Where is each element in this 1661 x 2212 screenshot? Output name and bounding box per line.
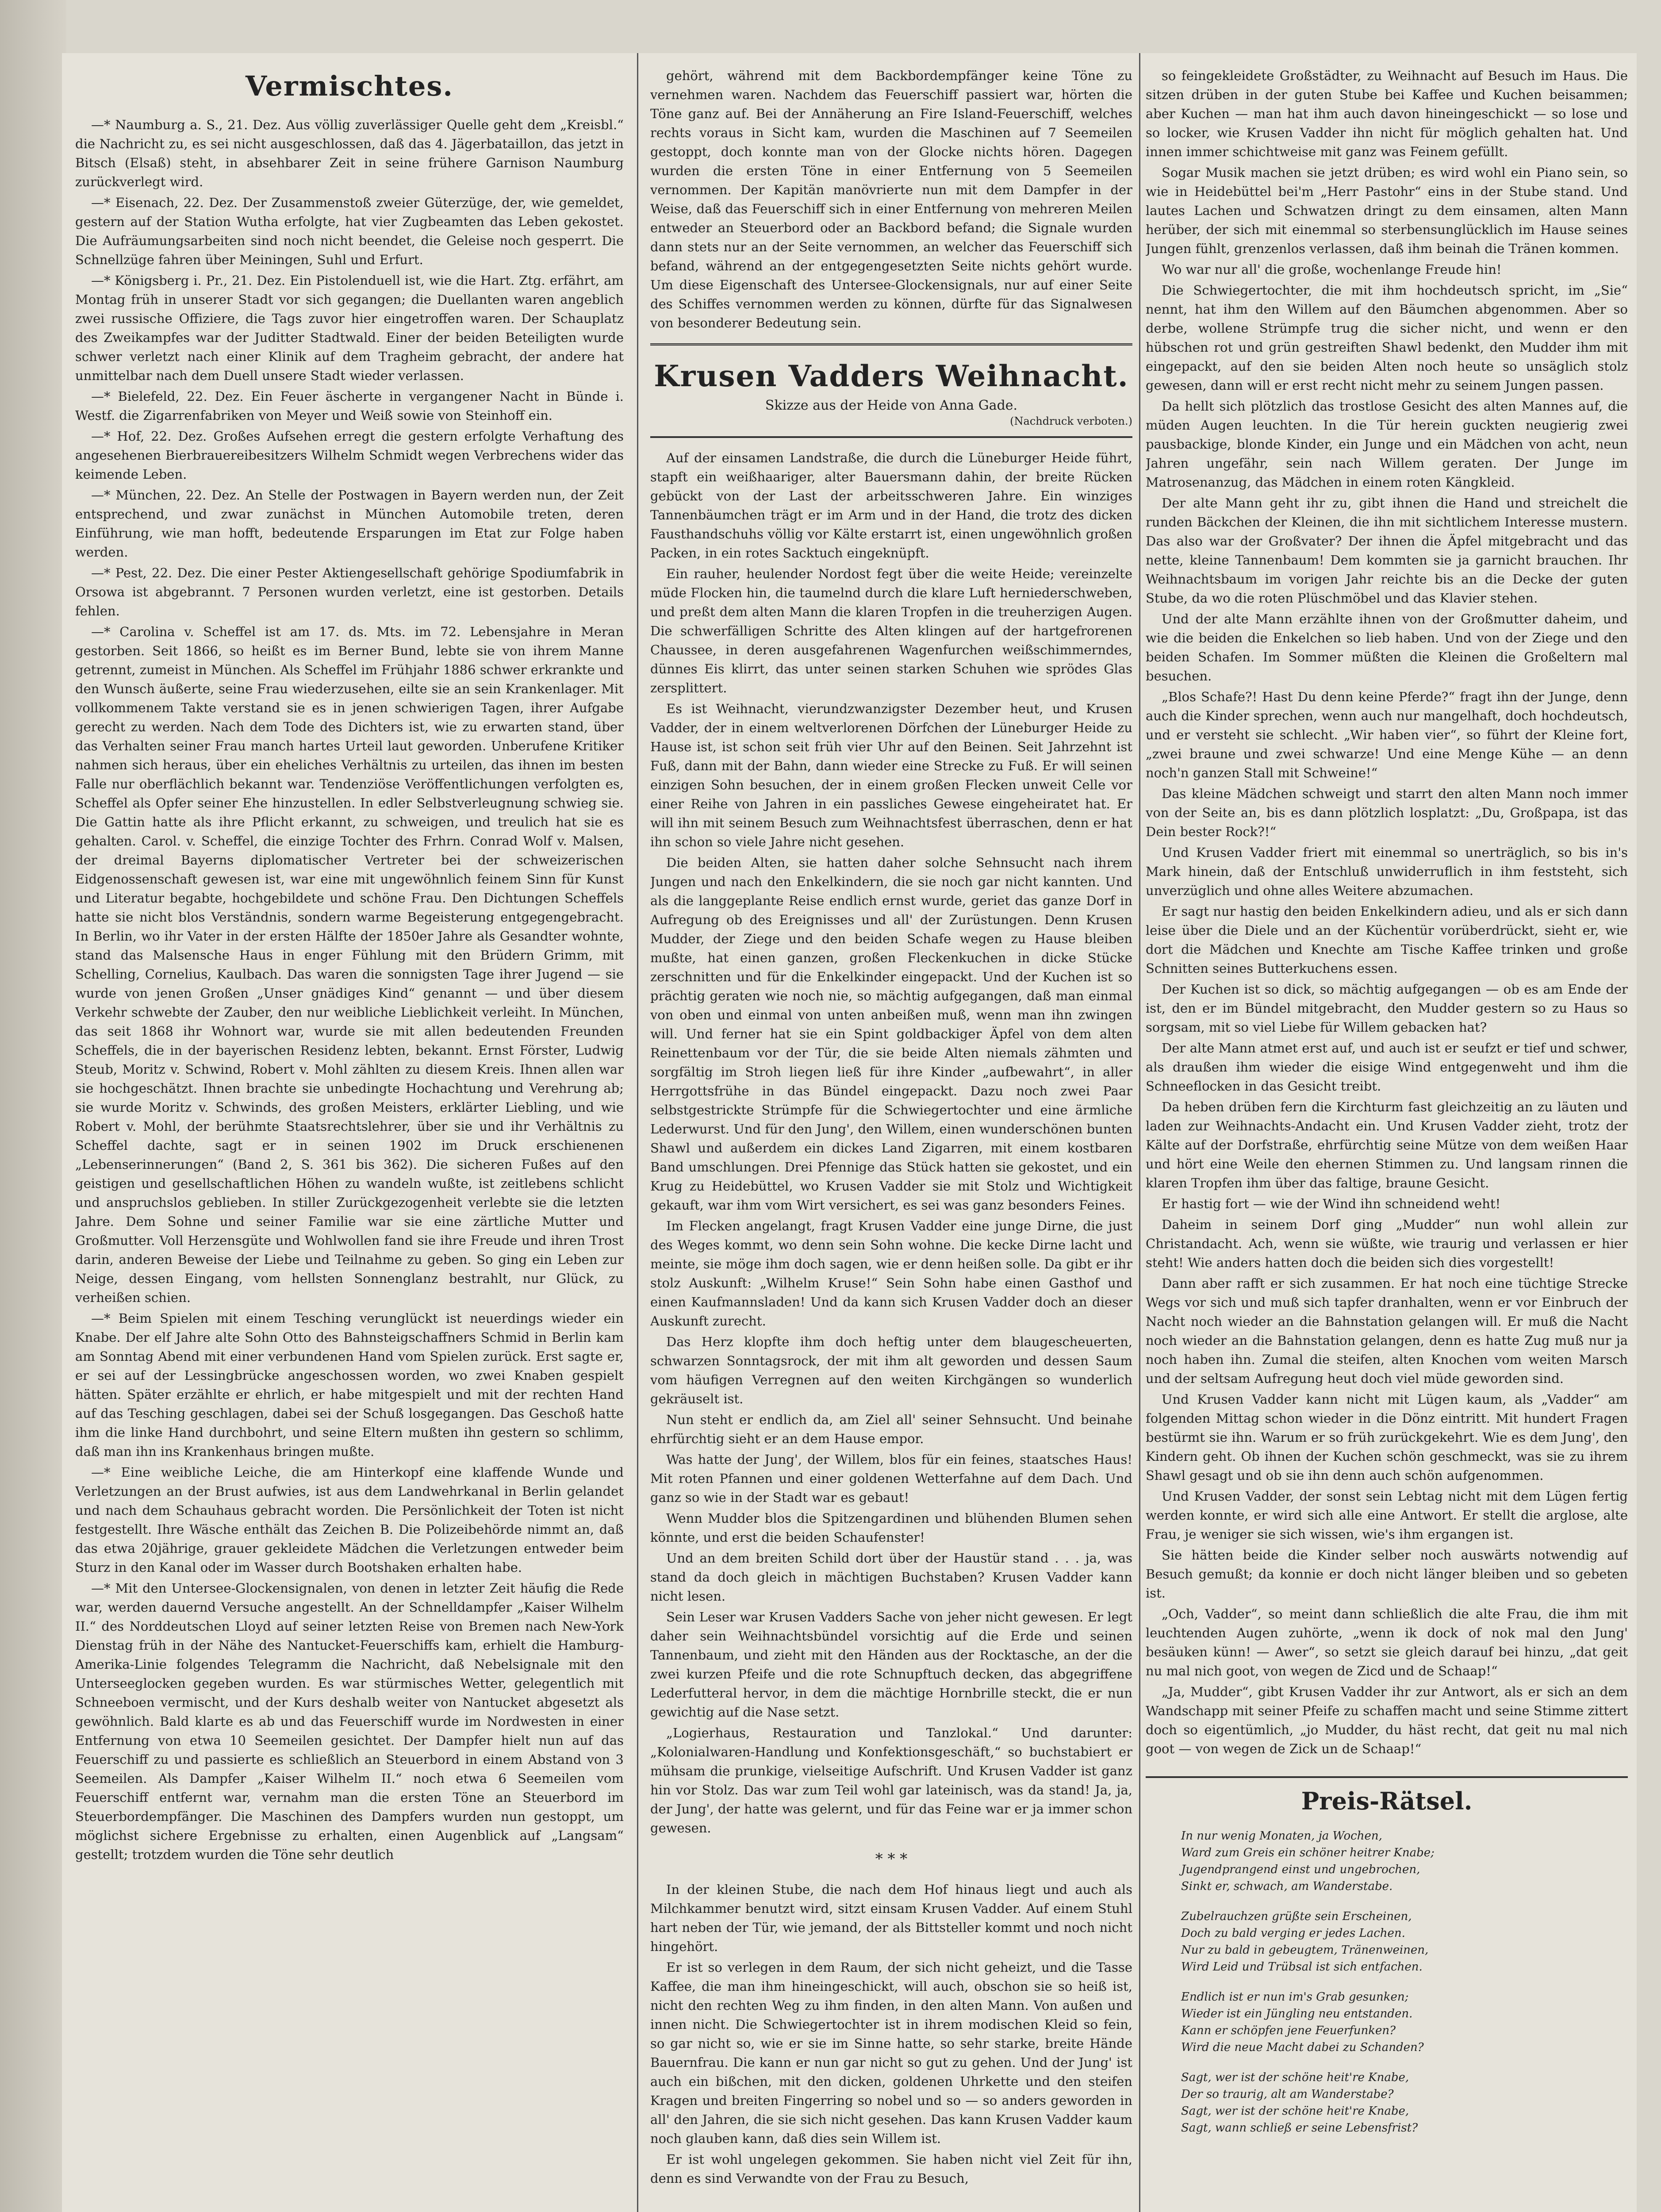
- puzzle-line: Nur zu bald in gebeugtem, Tränenweinen,: [1181, 1943, 1429, 1957]
- story-paragraph: In der kleinen Stube, die nach dem Hof hinaus liegt und auch als Milchkammer benutzt wird, sitzt einsam Krusen Vadder. Auf einem Stuhl hart neben der Tür, wie jemand, der als Bittsteller kommt und noch nicht hingehört.: [650, 1882, 1132, 1954]
- puzzle-line: Ward zum Greis ein schöner heitrer Knabe;: [1181, 1846, 1435, 1859]
- news-item: —* Königsberg i. Pr., 21. Dez. Ein Pistolenduell ist, wie die Hart. Ztg. erfährt, am Montag früh in unserer Stadt vor sich gegangen; die Duellanten waren angeblich zwei russische Offiziere, die Tags zuvor hier eingetroffen waren. Der Schauplatz des Zweikampfes war der Juditter Stadtwald. Einer der beiden Beteiligten wurde schwer verletzt nach einer Klinik auf dem Tragheim gebracht, der andere hat unmittelbar nach dem Duell unsere Stadt wieder verlassen.: [75, 273, 624, 383]
- puzzle-line: Endlich ist er nun im's Grab gesunken;: [1181, 1990, 1409, 2004]
- story-paragraph: „Blos Schafe?! Hast Du denn keine Pferde?“ fragt ihn der Junge, denn auch die Kinder sprechen, wenn auch nur mangelhaft, doch hochdeutsch, und er versteht sie schlecht. „Wir haben vier“, so führt der Kleine fort, „zwei braune und zwei schwarze! Und eine Menge Kühe — an denn noch'n ganzen Stall mit Schweine!“: [1146, 689, 1628, 780]
- story-paragraph: Und Krusen Vadder, der sonst sein Lebtag nicht mit dem Lügen fertig werden konnte, er wird sich alle eine Antwort. Er stellt die arglose, alte Frau, je weniger sie sich wissen, wie's ihm ergangen ist.: [1146, 1489, 1628, 1542]
- puzzle-line: Wieder ist ein Jüngling neu entstanden.: [1181, 2007, 1413, 2020]
- news-item: —* Hof, 22. Dez. Großes Aufsehen erregt die gestern erfolgte Verhaftung des angesehenen Bierbrauereibesitzers Wilhelm Schmidt wegen Verbrechens wider das keimende Leben.: [75, 429, 624, 482]
- puzzle-line: Der so traurig, alt am Wanderstabe?: [1181, 2088, 1394, 2101]
- story-paragraph: „Ja, Mudder“, gibt Krusen Vadder ihr zur Antwort, als er sich an dem Wandschapp mit seiner Pfeife zu schaffen macht und seine Stimme zittert doch so eigentümlich, „jo Mudder, du häst recht, dat geit nu mal nich goot — von wegen de Zick un de Schaap!“: [1146, 1684, 1628, 1756]
- story-paragraph: Er ist wohl ungelegen gekommen. Sie haben nicht viel Zeit für ihn, denn es sind Verwandte von der Frau zu Besuch,: [650, 2152, 1132, 2186]
- column-vermischtes: [75, 66, 624, 2212]
- section-title: Vermischtes.: [246, 70, 453, 102]
- puzzle-stanza: [1181, 1989, 1628, 2056]
- puzzle-line: Kann er schöpfen jene Feuerfunken?: [1181, 2024, 1396, 2037]
- puzzle-line: Doch zu bald verging er jedes Lachen.: [1181, 1927, 1405, 1940]
- story-paragraph: Die Schwiegertochter, die mit ihm hochdeutsch spricht, im „Sie“ nennt, hat ihm den Willem auf den Bäumchen abgenommen. Aber so derbe, wollene Strümpfe trug die sicher nicht, und wenn er den hübschen rot und grün gestreiften Shawl bedenkt, den Mudder ihm mit eingepackt, auf den sie beiden Alten noch heute so unsäglich stolz gewesen, dann will er erst recht nicht mehr zu seinem Jungen passen.: [1146, 283, 1628, 393]
- story-paragraph: Der alte Mann atmet erst auf, und auch ist er seufzt er tief und schwer, als draußen ihm wieder die eisige Wind entgegenweht und ihm die Schneeflocken in das Gesicht treibt.: [1146, 1041, 1628, 1094]
- story-paragraph: Der alte Mann geht ihr zu, gibt ihnen die Hand und streichelt die runden Bäckchen der Kleinen, die ihn mit sichtlichem Interesse mustern. Das also war der Großvater? Der ihnen die Äpfel mitgebracht und das nette, kleine Tannenbaum! Dem kommten sie ja garnicht brauchen. Ihr Weihnachtsbaum im vorigen Jahr reichte bis an die Decke der guten Stube, da wo die roten Plüschmöbel und das Klavier stehen.: [1146, 495, 1628, 606]
- story-paragraph: Er ist so verlegen in dem Raum, der sich nicht geheizt, und die Tasse Kaffee, die man ihm hineingeschickt, will auch, obschon sie so heiß ist, nicht den rechten Weg zu ihm finden, in den alten Mann. Von außen und innen nicht. Die Schwiegertochter ist in ihrem modischen Kleid so fein, so gar nicht so, wie er sie im Sinne hatte, so sehr starke, breite Hände Bauernfrau. Die kann er nun gar nicht so gut zu gehen. Und der Jung' ist auch ein bißchen, mit den dicken, goldenen Uhrkette und den steifen Kragen und breiten Fingerring so nobel und so — so anders geworden in all' den Jahren, die sie sich nicht gesehen. Das kann Krusen Vadder kaum noch glauben kann, daß dies sein Willem ist.: [650, 1960, 1132, 2146]
- story-paragraph: so feingekleidete Großstädter, zu Weihnacht auf Besuch im Haus. Die sitzen drüben in der guten Stube bei Kaffee und Kuchen beisammen; aber Kuchen — man hat ihm auch davon hineingeschickt — so lose und so locker, wie Krusen Vadder ihn nicht für möglich gehalten hat. Und innen immer schichtweise mit ganz was Feinem gefüllt.: [1146, 68, 1628, 159]
- puzzle-line: Sagt, wann schließ er seine Lebensfrist?: [1181, 2121, 1418, 2135]
- section-divider-stars: * * *: [875, 1850, 908, 1868]
- story-paragraph: Sein Leser war Krusen Vadders Sache von jeher nicht gewesen. Er legt daher sein Weihnachtsbündel vorsichtig auf die Erde und seinen Tannenbaum, und zieht mit den Händen aus der Rocktasche, an der die zwei kurzen Pfeife und die rote Schnupftuch decken, das abgegriffene Lederfutteral hervor, in dem die mächtige Hornbrille steckt, die er nun gewichtig auf die Nase setzt.: [650, 1609, 1132, 1720]
- puzzle-line: Jugendprangend einst und ungebrochen,: [1181, 1863, 1420, 1876]
- story-paragraph: Nun steht er endlich da, am Ziel all' seiner Sehnsucht. Und beinahe ehrfürchtig sieht er an dem Hause empor.: [650, 1412, 1132, 1446]
- story-paragraph: Was hatte der Jung', der Willem, blos für ein feines, staatsches Haus! Mit roten Pfannen und einer goldenen Wetterfahne auf dem Dach. Und ganz so wie in der Stadt war es gebaut!: [650, 1452, 1132, 1505]
- news-item: —* Bielefeld, 22. Dez. Ein Feuer äscherte in vergangener Nacht in Bünde i. Westf. die Zigarrenfabriken von Meyer und Weiß sowie von Steinhoff ein.: [75, 389, 624, 423]
- reprint-note: (Nachdruck verboten.): [1010, 415, 1132, 427]
- story-paragraph: Sogar Musik machen sie jetzt drüben; es wird wohl ein Piano sein, so wie in Heidebüttel bei'm „Herr Pastohr“ eins in der Stube stand. Und lautes Lachen und Schwatzen dringt zu dem einsamen, alten Mann herüber, der sich mit einemmal so sterbensunglücklich im Hause seines Jungen fühlt, grenzenlos verlassen, daß ihm beinah die Tränen kommen.: [1146, 165, 1628, 256]
- puzzle-line: Wird Leid und Trübsal ist sich entfachen.: [1181, 1960, 1423, 1974]
- story-paragraph: Und der alte Mann erzählte ihnen von der Großmutter daheim, und wie die beiden die Enkelchen so lieb haben. Und von der Ziege und den beiden Schafen. Im Sommer müßten die Kleinen die Großeltern mal besuchen.: [1146, 611, 1628, 684]
- story-paragraph: Da heben drüben fern die Kirchturm fast gleichzeitig an zu läuten und laden zur Weihnachts-Andacht ein. Und Krusen Vadder zieht, trotz der Kälte auf der Dorfstraße, ehrfürchtig seine Mütze von dem weißen Haar und hört eine Weile den ehernen Stimmen zu. Und langsam rinnen die klaren Tropfen ihm über das faltige, braune Gesicht.: [1146, 1099, 1628, 1190]
- news-item: —* Eisenach, 22. Dez. Der Zusammenstoß zweier Güterzüge, der, wie gemeldet, gestern auf der Station Wutha erfolgte, hat vier Zugbeamten das Leben gekostet. Die Aufräumungsarbeiten sind noch nicht beendet, die Geleise noch gesperrt. Die Schnellzüge fahren über Meiningen, Suhl und Erfurt.: [75, 195, 624, 267]
- puzzle-line: Sagt, wer ist der schöne heit're Knabe,: [1181, 2104, 1409, 2118]
- column-rule-2: [1139, 53, 1140, 2212]
- story-paragraph: Sie hätten beide die Kinder selber noch auswärts notwendig auf Besuch gemußt; da konnie er doch nicht länger bleiben und so gebeten ist.: [1146, 1548, 1628, 1601]
- story-header: [650, 343, 1132, 438]
- puzzle-line: Sagt, wer ist der schöne heit're Knabe,: [1181, 2071, 1409, 2084]
- news-item: —* Mit den Untersee-Glockensignalen, von denen in letzter Zeit häufig die Rede war, werden dauernd Versuche angestellt. An der Schnelldampfer „Kaiser Wilhelm II.“ des Norddeutschen Lloyd auf seiner letzten Reise von Bremen nach New-York Dienstag früh in der Nähe des Nantucket-Feuerschiffs kam, erhielt die Hamburg-Amerika-Linie folgendes Telegramm die Nachricht, daß Nebelsignale mit den Unterseeglocken gegeben wurden. Es war stürmisches Wetter, gelegentlich mit Schneeboen vermischt, und der Kurs deshalb weiter von Nantucket abgesetzt als gewöhnlich. Bald klarte es ab und das Feuerschiff wurde im Nordwesten in einer Entfernung von etwa 10 Seemeilen gesichtet. Der Dampfer hielt nun auf das Feuerschiff zu und passierte es schließlich an Steuerbord in einem Abstand von 3 Seemeilen. Als Dampfer „Kaiser Wilhelm II.“ noch etwa 6 Seemeilen vom Feuerschiff entfernt war, vernahm man die ersten Töne an Steuerbord im Steuerbordempfänger. Die Maschinen des Dampfers wurden nun gestoppt, um möglichst sichere Ergebnisse zu erhalten, einen Augenblick auf „Langsam“ gestellt; trotzdem wurden die Töne sehr deutlich: [75, 1581, 624, 1862]
- story-subtitle: Skizze aus der Heide von Anna Gade.: [765, 398, 1018, 413]
- story-paragraph: Ein rauher, heulender Nordost fegt über die weite Heide; vereinzelte müde Flocken hin, die taumelnd durch die klare Luft herniederschweben, und preßt dem alten Mann die klaren Tropfen in die treuherzigen Augen. Die schwerfälligen Schritte des Alten klingen auf der hartgefrorenen Chaussee, in deren ausgefahrenen Wagenfurchen weißschimmerndes, dünnes Eis klirrt, das unter seinen starken Schuhen wie sprödes Glas zersplittert.: [650, 566, 1132, 695]
- story-paragraph: Daheim in seinem Dorf ging „Mudder“ nun wohl allein zur Christandacht. Ach, wenn sie wüßte, wie traurig und verlassen er hier steht! Wie anders hatten doch die beiden sich dies vorgestellt!: [1146, 1217, 1628, 1270]
- story-paragraph: Es ist Weihnacht, vierundzwanzigster Dezember heut, und Krusen Vadder, der in einem weltverlorenen Dörfchen der Lüneburger Heide zu Hause ist, ist schon seit früh vier Uhr auf den Beinen. Seit Jahrzehnt ist Fuß, dann mit der Bahn, dann wieder eine Strecke zu Fuß. Er will seinen einzigen Sohn besuchen, der in einem großen Flecken unweit Celle vor einer Reihe von Jahren in ein passliches Gewese eingeheiratet hat. Er will ihn mit seinem Besuch zum Weihnachtsfest überraschen, denn er hat ihn schon so viele Jahre nicht gesehen.: [650, 701, 1132, 849]
- story-paragraph: Er hastig fort — wie der Wind ihn schneidend weht!: [1162, 1196, 1501, 1211]
- page-edge: [0, 0, 66, 2212]
- news-item: —* Carolina v. Scheffel ist am 17. ds. Mts. im 72. Lebensjahre in Meran gestorben. Seit 1866, so heißt es im Berner Bund, lebte sie von ihrem Manne getrennt, zumeist in München. Als Scheffel im Frühjahr 1886 schwer erkrankte und den Wunsch äußerte, seine Frau wiederzusehen, eilte sie an sein Krankenlager. Mit vollkommenem Takte verstand sie es in jenen schwierigen Tagen, ihrer Aufgabe gerecht zu werden. Nach dem Tode des Dichters ist, wie zu erwarten stand, über das Verhalten seiner Frau manch hartes Urteil laut geworden. Unberufene Kritiker nahmen sich heraus, über ein eheliches Verhältnis zu urteilen, das ihnen im besten Falle nur oberflächlich bekannt war. Tendenziöse Veröffentlichungen verfolgten es, Scheffel als Opfer seiner Ehe hinzustellen. In edler Selbstverleugnung schwieg sie. Die Gattin hatte als ihre Pflicht erkannt, zu schweigen, und treulich hat sie es gehalten. Carol. v. Scheffel, die einzige Tochter des Frhrn. Conrad Wolf v. Malsen, der dreimal Bayerns diplomatischer Vertreter bei der schweizerischen Eidgenossenschaft gewesen ist, war eine mit ungewöhnlich feinem Sinn für Kunst und Literatur begabte, hochgebildete und schöne Frau. Den Dichtungen Scheffels hatte sie nicht blos Verständnis, sondern warme Begeisterung entgegengebracht. In Berlin, wo ihr Vater in der ersten Hälfte der 1850er Jahre als Gesandter wohnte, stand das Malsensche Haus in enger Fühlung mit den Brüdern Grimm, mit Schelling, Cornelius, Kaulbach. Das waren die sonnigsten Tage ihrer Jugend — sie wurde von jenen Großen „Unser gnädiges Kind“ genannt — und über diesem Verkehr schwebte der Zauber, den nur weibliche Lieblichkeit verleiht. In München, das seit 1868 ihr Wohnort war, wurde sie mit allen bedeutenden Freunden Scheffels, die in der bayerischen Residenz lebten, bekannt. Ernst Förster, Ludwig Steub, Moritz v. Schwind, Robert v. Mohl zählten zu diesem Kreis. Ihnen allen war sie hochgeschätzt. Ihnen brachte sie unbedingte Hochachtung und Verehrung ab; sie wurde Moritz v. Schwinds, des großen Meisters, erklärter Liebling, und wie Robert v. Mohl, der berühmte Staatsrechtslehrer, über sie und ihr Verhältnis zu Scheffel dachte, sagt er in seinen 1902 im Druck erschienenen „Lebenserinnerungen“ (Band 2, S. 361 bis 362). Die sicheren Fußes auf den geistigen und gesellschaftlichen Höhen zu wandeln wußte, ist zeitlebens schlicht und anspruchslos geblieben. In stiller Zurückgezogenheit verlebte sie die letzten Jahre. Dem Sohne und seiner Familie war sie eine zärtliche Mutter und Großmutter. Voll Herzensgüte und Wohlwollen fand sie ihre Freude und ihren Trost darin, anderen Beweise der Liebe und Teilnahme zu geben. So ging ein Leben zur Neige, dessen Eingang, vom hellsten Sonnenglanz bestrahlt, nur Glück, zu verheißen schien.: [75, 624, 624, 1305]
- story-paragraph: Das kleine Mädchen schweigt und starrt den alten Mann noch immer von der Seite an, bis es dann plötzlich losplatzt: „Du, Großpapa, ist das Dein bester Rock?!“: [1146, 786, 1628, 839]
- story-paragraph: Dann aber rafft er sich zusammen. Er hat noch eine tüchtige Strecke Wegs vor sich und muß sich tapfer dranhalten, wenn er vor Einbruch der Nacht noch wieder an die Bahnstation gelangen will. Er muß die Nacht noch wieder an die Bahnstation gelangen, denn es hatte Zug muß nur ja noch haben ihn. Zumal die steifen, alten Knochen vom weiten Marsch und der seltsam Aufregung heut doch viel müde geworden sind.: [1146, 1276, 1628, 1386]
- puzzle-line: Sinkt er, schwach, am Wanderstabe.: [1181, 1880, 1393, 1893]
- column-story-continued: [1146, 66, 1628, 2212]
- column-rule-1: [637, 53, 638, 2212]
- story-paragraph: Das Herz klopfte ihm doch heftig unter dem blaugescheuerten, schwarzen Sonntagsrock, der mit ihm alt geworden und dessen Saum vom häufigen Verregnen auf den weiten Kirchgängen so wunderlich gekräuselt ist.: [650, 1334, 1132, 1406]
- puzzle-title: Preis-Rätsel.: [1301, 1787, 1473, 1815]
- news-item: —* München, 22. Dez. An Stelle der Postwagen in Bayern werden nun, der Zeit entsprechend, und zwar zunächst in München Automobile treten, deren Einführung, wie man hofft, bedeutende Ersparungen im Etat zur Folge haben werden.: [75, 488, 624, 560]
- story-paragraph: Auf der einsamen Landstraße, die durch die Lüneburger Heide führt, stapft ein weißhaariger, alter Bauersmann dahin, der breite Rücken gebückt von der Last der arbeitsschweren Jahre. Ein winziges Tannenbäumchen trägt er im Arm und in der Hand, die trotz des dicken Fausthandschuhs völlig vor Kälte erstarrt ist, einen ungewöhnlich großen Packen, in ein rotes Sacktuch eingeknüpft.: [650, 450, 1132, 561]
- puzzle-line: In nur wenig Monaten, ja Wochen,: [1181, 1829, 1382, 1843]
- puzzle-stanza: [1181, 1828, 1628, 1895]
- story-paragraph: Er sagt nur hastig den beiden Enkelkindern adieu, und als er sich dann leise über die Diele und an der Küchentür vorüberdrückt, sieht er, wie dort die Mädchen und Knechte am Tische Kaffee trinken und große Schnitten seines Butterkuchens essen.: [1146, 904, 1628, 976]
- puzzle-stanza: [1181, 2069, 1628, 2136]
- prize-puzzle: [1146, 1776, 1628, 2136]
- puzzle-line: Zubelrauchzen grüßte sein Erscheinen,: [1181, 1910, 1412, 1923]
- news-item: —* Naumburg a. S., 21. Dez. Aus völlig zuverlässiger Quelle geht dem „Kreisbl.“ die Nachricht zu, es sei nicht ausgeschlossen, daß das 4. Jägerbataillon, das jetzt in Bitsch (Elsaß) steht, in absehbarer Zeit in seine frühere Garnison Naumburg zurückverlegt wird.: [75, 117, 624, 189]
- news-item-continuation: gehört, während mit dem Backbordempfänger keine Töne zu vernehmen waren. Nachdem das Feuerschiff passiert war, hörten die Töne ganz auf. Bei der Annäherung an Fire Island-Feuerschiff, welches rechts voraus in Sicht kam, wurden die Maschinen auf 7 Seemeilen gestoppt, doch konnte man von der Glocke nichts hören. Dagegen wurden die ersten Töne in einer Entfernung von 5 Seemeilen vernommen. Der Kapitän manövrierte nun mit dem Dampfer in der Weise, daß das Feuerschiff sich in einer Entfernung von mehreren Meilen entweder an Steuerbord oder an Backbord befand; die Signale wurden dann stets nur an der Seite vernommen, an welcher das Feuerschiff sich befand, während an der entgegengesetzten Seite nichts gehört wurde. Um diese Eigenschaft des Untersee-Glockensignals, nur auf einer Seite des Schiffes vernommen werden zu können, dürfte für das Signalwesen von besonderer Bedeutung sein.: [650, 68, 1132, 330]
- story-title: Krusen Vadders Weihnacht.: [654, 359, 1129, 393]
- story-paragraph: „Logierhaus, Restauration und Tanzlokal.“ Und darunter: „Kolonialwaren-Handlung und Konfektionsgeschäft,“ so buchstabiert er mühsam die prunkige, vielseitige Aufschrift. Und Krusen Vadder ist ganz hin vor Stolz. Das war zum Teil wohl gar lateinisch, was da stand! Ja, ja, der Jung', der hatte was gelernt, und für das Feine war er ja immer schon gewesen.: [650, 1725, 1132, 1836]
- news-item: —* Eine weibliche Leiche, die am Hinterkopf eine klaffende Wunde und Verletzungen an der Brust aufwies, ist aus dem Landwehrkanal in Berlin gelandet und nach dem Schauhaus gebracht worden. Die Persönlichkeit der Toten ist nicht festgestellt. Ihre Wäsche enthält das Zeichen B. Die Polizeibehörde nimmt an, daß das etwa 20jährige, grauer gekleidete Mädchen die Verletzungen entweder beim Sturz in den Kanal oder im Wasser durch Bootshaken erhalten habe.: [75, 1465, 624, 1575]
- news-item: —* Beim Spielen mit einem Tesching verunglückt ist neuerdings wieder ein Knabe. Der elf Jahre alte Sohn Otto des Bahnsteigschaffners Schmid in Berlin kam am Sonntag Abend mit einer verbundenen Hand vom Spielen zurück. Erst sagte er, er sei auf der Lessingbrücke angeschossen worden, wo zwei Knaben gespielt hätten. Später erzählte er ehrlich, er habe mitgespielt und mit der rechten Hand auf das Tesching geschlagen, dabei sei der Schuß losgegangen. Das Geschoß hatte ihm die linke Hand durchbohrt, und seine Eltern mußten ihn gestern so schlimm, daß man ihn ins Krankenhaus bringen mußte.: [75, 1311, 624, 1459]
- story-paragraph: Und an dem breiten Schild dort über der Haustür stand . . . ja, was stand da doch gleich in mächtigen Buchstaben? Krusen Vadder kann nicht lesen.: [650, 1551, 1132, 1604]
- story-paragraph: Wo war nur all' die große, wochenlange Freude hin!: [1162, 262, 1502, 277]
- story-paragraph: Der Kuchen ist so dick, so mächtig aufgegangen — ob es am Ende der ist, den er im Bündel mitgebracht, den Mudder gestern so zu Haus so sorgsam, mit so viel Liebe für Willem gebacken hat?: [1146, 982, 1628, 1035]
- news-item: —* Pest, 22. Dez. Die einer Pester Aktiengesellschaft gehörige Spodiumfabrik in Orsowa ist abgebrannt. 7 Personen wurden verletzt, eine ist gestorben. Details fehlen.: [75, 565, 624, 618]
- story-paragraph: Und Krusen Vadder kann nicht mit Lügen kaum, als „Vadder“ am folgenden Mittag schon wieder in die Dönz eintritt. Mit hundert Fragen bestürmt sie ihn. Warum er so früh zurückgekehrt. Wie es dem Jung', den Kindern geht. Ob ihnen der Kuchen schön geschmeckt, was sie zu ihrem Shawl gesagt und ob sie ihn denn auch schön aufgenommen.: [1146, 1392, 1628, 1483]
- story-paragraph: Die beiden Alten, sie hatten daher solche Sehnsucht nach ihrem Jungen und nach den Enkelkindern, die sie noch gar nicht kannten. Und als die langgeplante Reise endlich ernst wurde, geriet das ganze Dorf in Aufregung ob des Ereignisses und all' der Zurüstungen. Denn Krusen Mudder, der Ziege und den beiden Schafe wegen zu Hause bleiben mußte, hat einen ganzen, großen Fleckenkuchen in dicke Stücke zerschnitten und für die Enkelkinder eingepackt. Und der Kuchen ist so prächtig geraten wie noch nie, so mächtig aufgegangen, daß man einmal von oben und einmal von unten anbeißen muß, wenn man ihn zwingen will. Und ferner hat sie ein Spint goldbackiger Äpfel von dem alten Reinettenbaum vor der Tür, die sie beide Alten niemals zähmten und sorgfältig im Stroh liegen ließ für ihre Kinder „aufbewahrt“, in aller Herrgottsfrühe in das Bündel eingepackt. Dazu noch zwei Paar selbstgestrickte Strümpfe für die Schwiegertochter und eine ärmliche Lederwurst. Und für den Jung', den Willem, einen wunderschönen bunten Shawl und außerdem ein dickes Land Zigarren, mit einem kostbaren Band umschlungen. Drei Pfennige das Stück hatten sie gekostet, und ein Krug zu Heidebüttel, wo Krusen Vadder sie mit Stolz und Wichtigkeit gekauft, war ihm vom Wirt versichert, es sei was ganz besonders Feines.: [650, 855, 1132, 1213]
- story-paragraph: Da hellt sich plötzlich das trostlose Gesicht des alten Mannes auf, die müden Augen leuchten. In die Tür herein guckten neugierig zwei pausbackige, blonde Kinder, ein Junge und ein Mädchen von acht, neun Jahren ungefähr, sein nach Willem geraten. Der Junge im Matrosenanzug, das Mädchen in einem roten Kängkleid.: [1146, 399, 1628, 490]
- puzzle-line: Wird die neue Macht dabei zu Schanden?: [1181, 2041, 1424, 2054]
- story-paragraph: Und Krusen Vadder friert mit einemmal so unerträglich, so bis in's Mark hinein, daß der Entschluß unwiderruflich in ihm feststeht, sich unverzüglich und ohne alles Weitere abzumachen.: [1146, 845, 1628, 898]
- column-story: [650, 66, 1132, 2212]
- story-paragraph: Wenn Mudder blos die Spitzengardinen und blühenden Blumen sehen könnte, und erst die beiden Schaufenster!: [650, 1511, 1132, 1545]
- story-paragraph: Im Flecken angelangt, fragt Krusen Vadder eine junge Dirne, die just des Weges kommt, wo denn sein Sohn wohne. Die kecke Dirne lacht und meinte, sie möge ihm doch sagen, wie er denn heißen solle. Da gibt er ihr stolz Auskunft: „Wilhelm Kruse!“ Sein Sohn habe einen Gasthof und einen Kaufmannsladen! Und da kann sich Krusen Vadder doch an dieser Auskunft zurecht.: [650, 1218, 1132, 1329]
- story-paragraph: „Och, Vadder“, so meint dann schließlich die alte Frau, die ihm mit leuchtenden Augen zuhörte, „wenn ik dock of nok mal den Jung' besäuken künn! — Awer“, so setzt sie gleich darauf bei hinzu, „dat geit nu mal nich goot, von wegen de Zicd und de Schaap!“: [1146, 1606, 1628, 1678]
- puzzle-stanza: [1181, 1908, 1628, 1975]
